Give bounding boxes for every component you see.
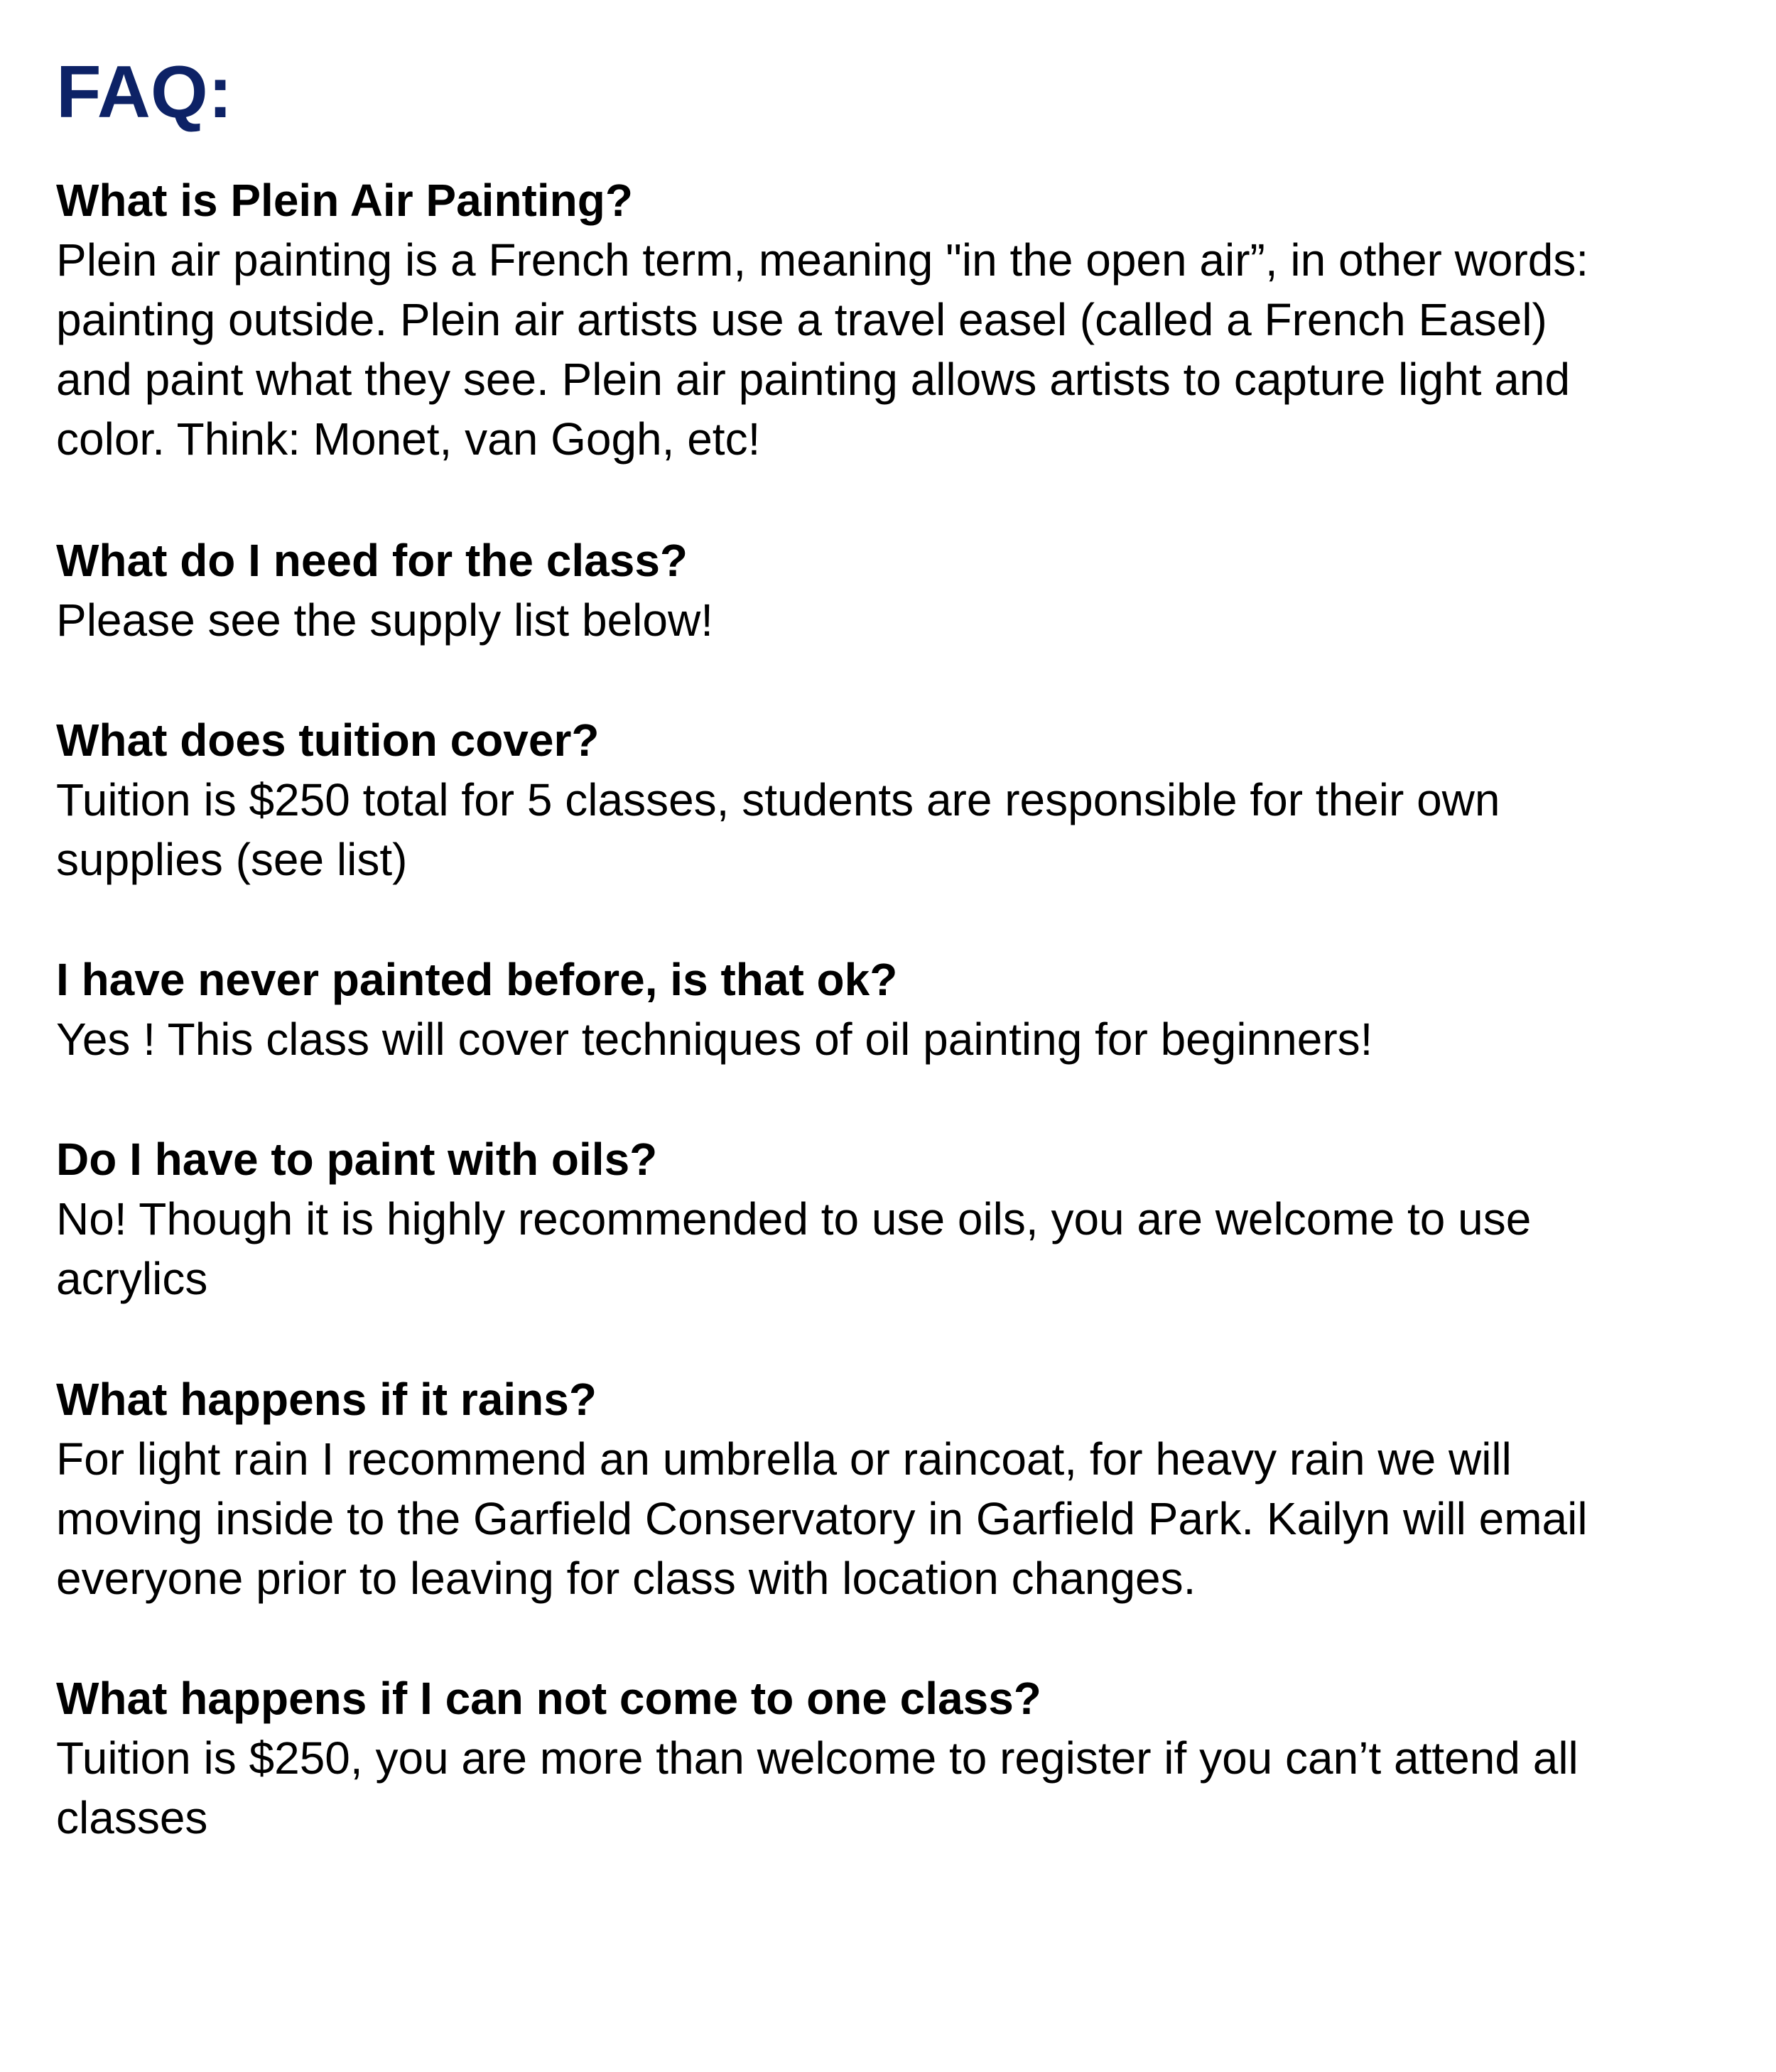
answer-line: Please see the supply list below! [56, 595, 713, 646]
faq-question: What happens if I can not come to one class? [56, 1673, 1041, 1724]
faq-answer [56, 1429, 1761, 1608]
answer-line: Yes ! This class will cover techniques of oil painting for beginners! [56, 1014, 1373, 1065]
answer-line: For light rain I recommend an umbrella or raincoat, for heavy rain we will [56, 1433, 1512, 1485]
faq-question: I have never painted before, is that ok? [56, 954, 898, 1005]
answer-line: acrylics [56, 1253, 208, 1304]
answer-line: everyone prior to leaving for class with location changes. [56, 1553, 1196, 1604]
answer-line: supplies (see list) [56, 834, 408, 885]
answer-line: No! Though it is highly recommended to use oils, you are welcome to use [56, 1193, 1532, 1244]
faq-answer [56, 590, 1761, 650]
faq-question: What is Plein Air Painting? [56, 175, 633, 226]
answer-line: Tuition is $250, you are more than welcome to register if you can’t attend all [56, 1732, 1579, 1784]
faq-answer [56, 1189, 1761, 1308]
faq-answer [56, 770, 1761, 889]
answer-line: painting outside. Plein air artists use a travel easel (called a French Easel) [56, 294, 1547, 345]
faq-question: What do I need for the class? [56, 535, 688, 586]
faq-item-plein-air [56, 170, 1761, 469]
faq-item-missed-class [56, 1669, 1761, 1848]
answer-line: Plein air painting is a French term, meaning "in the open air”, in other words: [56, 234, 1589, 286]
faq-item-class-needs [56, 531, 1761, 650]
answer-line: moving inside to the Garfield Conservatory in Garfield Park. Kailyn will email [56, 1493, 1588, 1544]
faq-question: What does tuition cover? [56, 715, 600, 766]
faq-title: FAQ: [56, 51, 233, 134]
faq-item-never-painted [56, 950, 1761, 1069]
faq-question: What happens if it rains? [56, 1374, 597, 1425]
answer-line: and paint what they see. Plein air painting allows artists to capture light and [56, 354, 1571, 405]
faq-answer [56, 1728, 1761, 1848]
answer-line: Tuition is $250 total for 5 classes, students are responsible for their own [56, 774, 1500, 825]
answer-line: classes [56, 1792, 208, 1843]
faq-question: Do I have to paint with oils? [56, 1134, 658, 1185]
faq-answer [56, 230, 1761, 469]
faq-item-rain [56, 1369, 1761, 1608]
faq-item-oils [56, 1129, 1761, 1308]
answer-line: color. Think: Monet, van Gogh, etc! [56, 413, 761, 465]
faq-answer [56, 1009, 1761, 1069]
faq-item-tuition [56, 710, 1761, 889]
